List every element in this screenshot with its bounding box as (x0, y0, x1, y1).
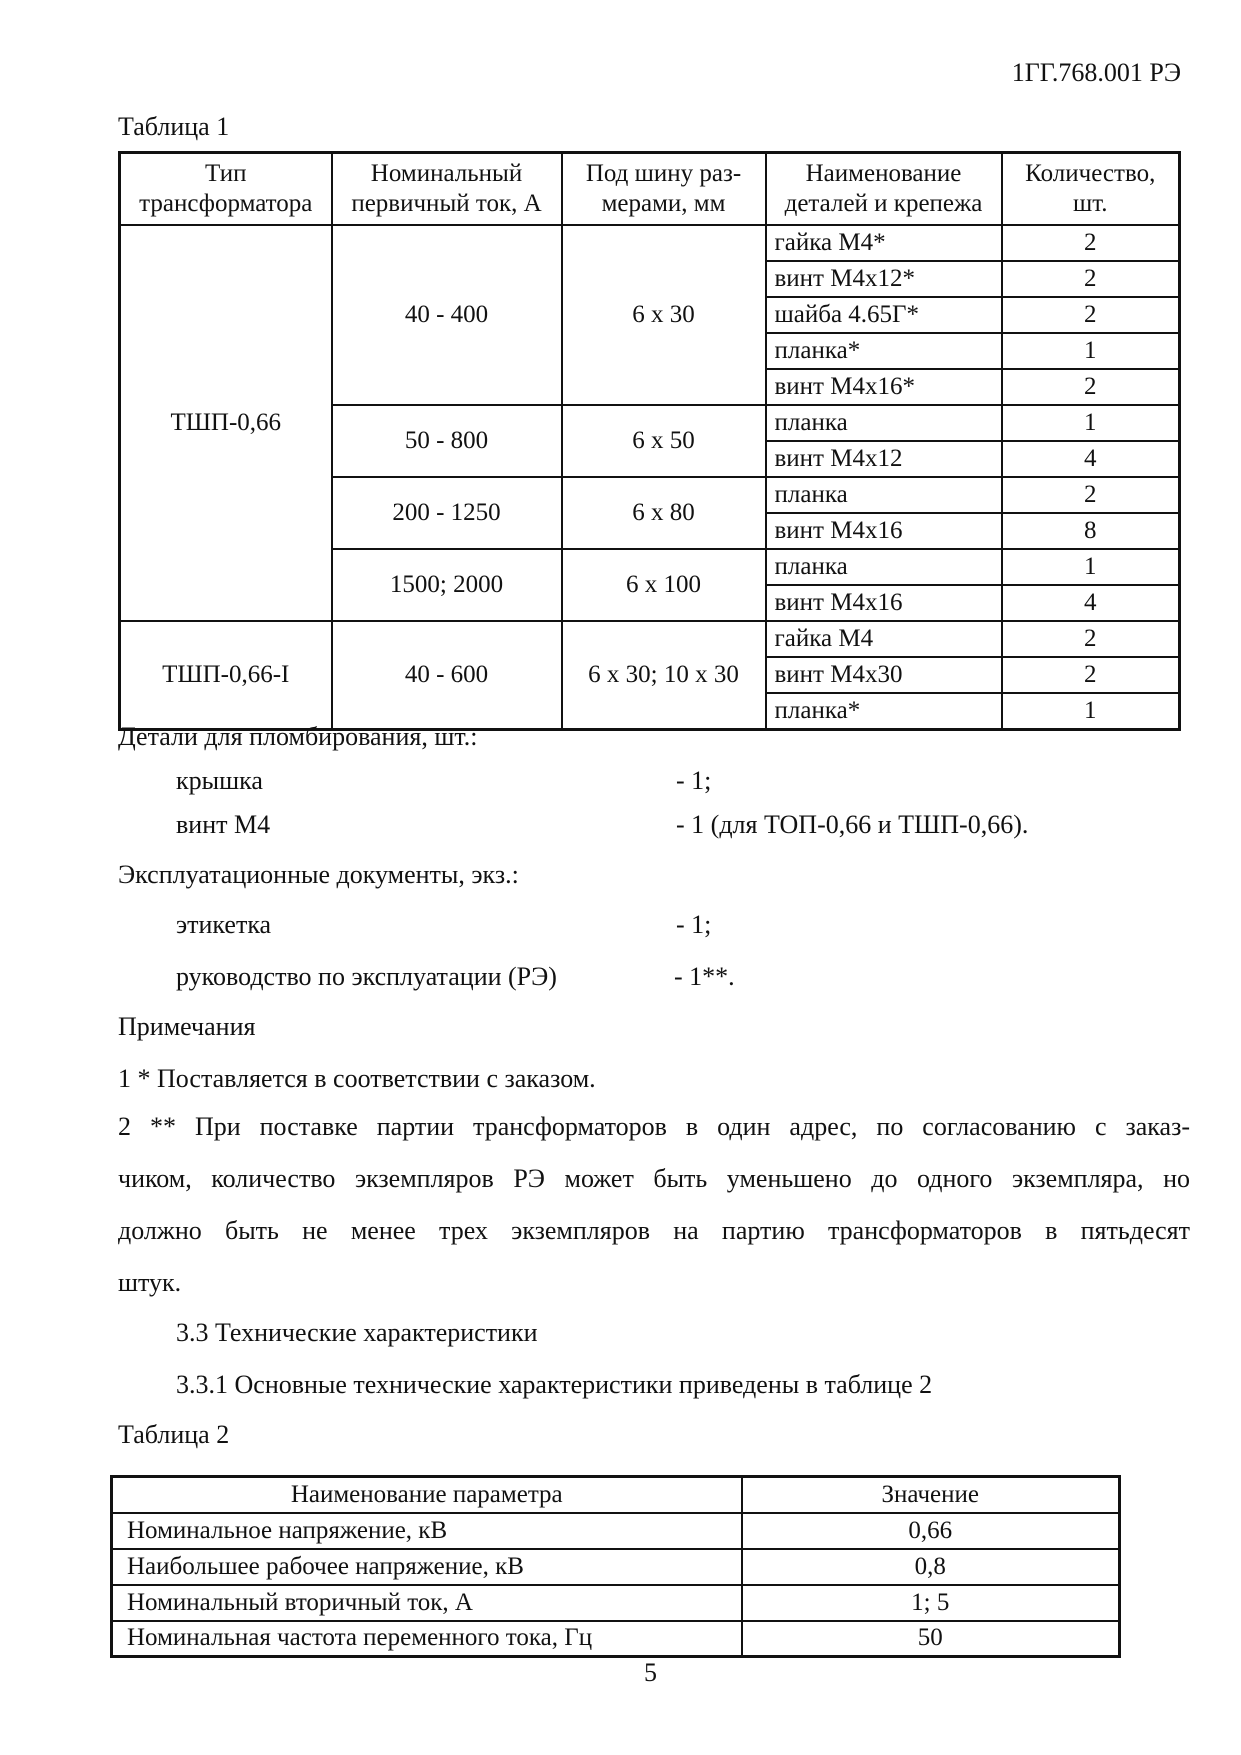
sealing-item-value: - 1; (676, 766, 712, 795)
quantity-cell: 1 (1002, 333, 1180, 369)
part-name-cell: винт М4х16* (766, 369, 1002, 405)
table1-header-cell (1002, 153, 1180, 226)
parameter-value-cell: 1; 5 (742, 1585, 1120, 1621)
note-1: 1 * Поставляется в соответствии с заказом. (118, 1064, 596, 1093)
note-2-line: 2 ** При поставке партии трансформаторов в один адрес, по согласованию с заказ- (118, 1112, 1190, 1141)
part-name-cell: планка (766, 477, 1002, 513)
section-heading: 3.3 Технические характеристики (176, 1318, 538, 1347)
quantity-cell: 2 (1002, 225, 1180, 261)
quantity-cell: 2 (1002, 657, 1180, 693)
table1-header-line: мерами, мм (601, 190, 726, 217)
quantity-cell: 8 (1002, 513, 1180, 549)
rated-current-cell: 40 - 600 (332, 621, 562, 730)
sealing-item-name: винт М4 (176, 810, 271, 839)
quantity-cell: 1 (1002, 549, 1180, 585)
quantity-cell: 2 (1002, 369, 1180, 405)
bus-size-cell: 6 х 100 (562, 549, 766, 621)
note-2-line: чиком, количество экземпляров РЭ может быть уменьшено до одного экземпляра, но (118, 1164, 1190, 1193)
table2-row (112, 1585, 1120, 1621)
bus-size-cell: 6 х 50 (562, 405, 766, 477)
page-number: 5 (644, 1658, 657, 1687)
table1-header-line: Под шину раз- (585, 160, 742, 187)
part-name-cell: винт М4х12 (766, 441, 1002, 477)
table-1 (118, 151, 1181, 731)
part-name-cell: гайка М4* (766, 225, 1002, 261)
rated-current-cell: 200 - 1250 (332, 477, 562, 549)
parameter-value-cell: 0,8 (742, 1549, 1120, 1585)
table1-header-line: Номинальный (370, 160, 523, 187)
table1-header-line: деталей и крепежа (784, 190, 983, 217)
sealing-item-value: - 1 (для ТОП-0,66 и ТШП-0,66). (676, 810, 1029, 839)
parameter-value-cell: 0,66 (742, 1513, 1120, 1549)
table1-header-line: трансформатора (139, 190, 313, 217)
table1-row (120, 621, 1180, 657)
part-name-cell: винт М4х16 (766, 585, 1002, 621)
bus-size-cell: 6 х 30; 10 х 30 (562, 621, 766, 730)
table1-header-line: Количество, (1025, 160, 1156, 187)
part-name-cell: винт М4х30 (766, 657, 1002, 693)
table2-header-cell: Наименование параметра (112, 1477, 742, 1513)
table2-header-row (112, 1477, 1120, 1513)
parameter-name-cell: Номинальное напряжение, кВ (112, 1513, 742, 1549)
part-name-cell: планка (766, 549, 1002, 585)
quantity-cell: 2 (1002, 261, 1180, 297)
table2-caption: Таблица 2 (118, 1420, 230, 1449)
table1-header-cell (766, 153, 1002, 226)
table2-row (112, 1513, 1120, 1549)
rated-current-cell: 40 - 400 (332, 225, 562, 405)
part-name-cell: шайба 4.65Г* (766, 297, 1002, 333)
part-name-cell: планка* (766, 693, 1002, 730)
note-2-line: штук. (118, 1268, 182, 1297)
section-subheading: 3.3.1 Основные технические характеристики приведены в таблице 2 (176, 1370, 933, 1399)
part-name-cell: гайка М4 (766, 621, 1002, 657)
table2-row (112, 1621, 1120, 1657)
quantity-cell: 2 (1002, 477, 1180, 513)
parameter-name-cell: Номинальный вторичный ток, А (112, 1585, 742, 1621)
docs-item-value: - 1**. (674, 962, 735, 991)
part-name-cell: винт М4х12* (766, 261, 1002, 297)
sealing-title: Детали для пломбирования, шт.: (118, 722, 478, 751)
part-name-cell: планка* (766, 333, 1002, 369)
parameter-name-cell: Наибольшее рабочее напряжение, кВ (112, 1549, 742, 1585)
quantity-cell: 1 (1002, 693, 1180, 730)
part-name-cell: винт М4х16 (766, 513, 1002, 549)
note-2-line: должно быть не менее трех экземпляров на партию трансформаторов в пятьдесят (118, 1216, 1190, 1245)
transformer-type-cell: ТШП-0,66 (120, 225, 332, 621)
rated-current-cell: 50 - 800 (332, 405, 562, 477)
note-2 (118, 1101, 1190, 1309)
table1-row (120, 225, 1180, 261)
parameter-value-cell: 50 (742, 1621, 1120, 1657)
parameter-name-cell: Номинальная частота переменного тока, Гц (112, 1621, 742, 1657)
docs-item-name: этикетка (176, 910, 272, 939)
table1-header-cell (332, 153, 562, 226)
document-code: 1ГГ.768.001 РЭ (1011, 58, 1181, 87)
bus-size-cell: 6 х 30 (562, 225, 766, 405)
table1-caption: Таблица 1 (118, 112, 230, 141)
table1-header-row (120, 153, 1180, 226)
table1-header-line: Наименование (805, 160, 962, 187)
docs-item-name: руководство по эксплуатации (РЭ) (176, 962, 557, 991)
bus-size-cell: 6 х 80 (562, 477, 766, 549)
quantity-cell: 4 (1002, 585, 1180, 621)
transformer-type-cell: ТШП-0,66-I (120, 621, 332, 730)
table1-header-cell (120, 153, 332, 226)
quantity-cell: 2 (1002, 621, 1180, 657)
docs-item-value: - 1; (676, 910, 712, 939)
table1-header-line: шт. (1072, 190, 1108, 217)
table2-header-cell: Значение (742, 1477, 1120, 1513)
table-2 (110, 1475, 1121, 1658)
quantity-cell: 1 (1002, 405, 1180, 441)
table1-header-line: первичный ток, А (351, 190, 542, 217)
docs-title: Эксплуатационные документы, экз.: (118, 860, 519, 889)
table1-header-cell (562, 153, 766, 226)
table1-header-line: Тип (205, 160, 247, 187)
rated-current-cell: 1500; 2000 (332, 549, 562, 621)
table2-row (112, 1549, 1120, 1585)
sealing-item-name: крышка (176, 766, 263, 795)
quantity-cell: 2 (1002, 297, 1180, 333)
part-name-cell: планка (766, 405, 1002, 441)
quantity-cell: 4 (1002, 441, 1180, 477)
notes-title: Примечания (118, 1012, 256, 1041)
